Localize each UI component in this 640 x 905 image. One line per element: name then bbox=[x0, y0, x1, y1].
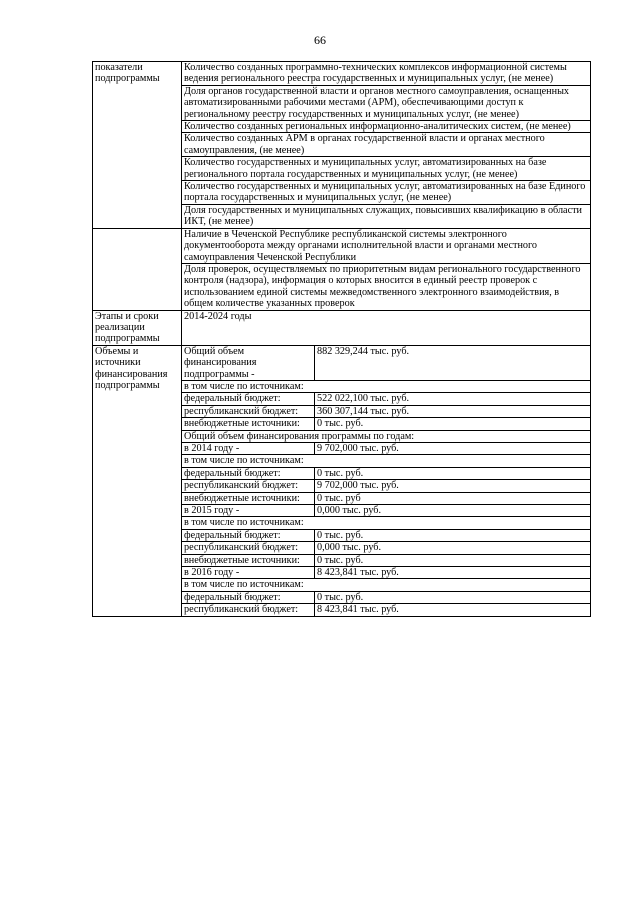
stages-value: 2014-2024 годы bbox=[182, 310, 591, 345]
year-extra-value: 0 тыс. руб bbox=[315, 492, 591, 504]
funding-total-label: Общий объем финансирования подпрограммы - bbox=[182, 345, 315, 380]
indicators-label-continued bbox=[93, 228, 182, 310]
republic-label: республиканский бюджет: bbox=[182, 405, 315, 417]
republic-value: 360 307,144 тыс. руб. bbox=[315, 405, 591, 417]
year-sources-label: в том числе по источникам: bbox=[182, 455, 591, 467]
year-federal-label: федеральный бюджет: bbox=[182, 529, 315, 541]
page-number: 66 bbox=[314, 33, 326, 47]
year-label: в 2015 году - bbox=[182, 505, 315, 517]
year-extra-label: внебюджетные источники: bbox=[182, 492, 315, 504]
funding-total-value: 882 329,244 тыс. руб. bbox=[315, 345, 591, 380]
year-label: в 2014 году - bbox=[182, 443, 315, 455]
by-years-label: Общий объем финансирования программы по годам: bbox=[182, 430, 591, 442]
indicator-item: Доля проверок, осуществляемых по приоритетным видам регионального государственного контроля (надзора), информация о которых вносится в единый реестр проверок с использованием единой системы межведомственного электронного взаимодействия, в общем количестве указанных проверок bbox=[182, 263, 591, 310]
year-republic-label: республиканский бюджет: bbox=[182, 542, 315, 554]
federal-value: 522 022,100 тыс. руб. bbox=[315, 393, 591, 405]
year-federal-label: федеральный бюджет: bbox=[182, 591, 315, 603]
extra-label: внебюджетные источники: bbox=[182, 418, 315, 430]
year-value: 8 423,841 тыс. руб. bbox=[315, 567, 591, 579]
year-federal-label: федеральный бюджет: bbox=[182, 467, 315, 479]
year-republic-value: 0,000 тыс. руб. bbox=[315, 542, 591, 554]
year-sources-label: в том числе по источникам: bbox=[182, 579, 591, 591]
indicator-item: Количество государственных и муниципальных услуг, автоматизированных на базе регионального портала государственных и муниципальных услуг, (не менее) bbox=[182, 157, 591, 181]
year-value: 9 702,000 тыс. руб. bbox=[315, 443, 591, 455]
indicator-item: Доля государственных и муниципальных служащих, повысивших квалификацию в области ИКТ, (не менее) bbox=[182, 204, 591, 228]
year-federal-value: 0 тыс. руб. bbox=[315, 591, 591, 603]
federal-label: федеральный бюджет: bbox=[182, 393, 315, 405]
year-republic-value: 9 702,000 тыс. руб. bbox=[315, 480, 591, 492]
indicator-item: Количество государственных и муниципальных услуг, автоматизированных на базе Единого портала государственных и муниципальных услуг, (не менее) bbox=[182, 181, 591, 205]
funding-sources-label: в том числе по источникам: bbox=[182, 380, 591, 392]
funding-label: Объемы и источники финансирования подпрограммы bbox=[93, 345, 182, 616]
indicator-item: Доля органов государственной власти и органов местного самоуправления, оснащенных автоматизированными рабочими местами (АРМ), обеспечивающими доступ к региональному реестру государственных и муниципальных услуг, (не менее) bbox=[182, 85, 591, 120]
indicator-item: Количество созданных региональных информационно-аналитических систем, (не менее) bbox=[182, 121, 591, 133]
year-sources-label: в том числе по источникам: bbox=[182, 517, 591, 529]
indicator-item: Количество созданных АРМ в органах государственной власти и органах местного самоуправления, (не менее) bbox=[182, 133, 591, 157]
indicators-label: показатели подпрограммы bbox=[93, 62, 182, 229]
year-extra-label: внебюджетные источники: bbox=[182, 554, 315, 566]
extra-value: 0 тыс. руб. bbox=[315, 418, 591, 430]
year-extra-value: 0 тыс. руб. bbox=[315, 554, 591, 566]
year-value: 0,000 тыс. руб. bbox=[315, 505, 591, 517]
year-federal-value: 0 тыс. руб. bbox=[315, 467, 591, 479]
year-federal-value: 0 тыс. руб. bbox=[315, 529, 591, 541]
year-republic-label: республиканский бюджет: bbox=[182, 604, 315, 616]
indicator-item: Количество созданных программно-технических комплексов информационной системы ведения регионального реестра государственных и муниципальных услуг, (не менее) bbox=[182, 62, 591, 86]
stages-label: Этапы и сроки реализации подпрограммы bbox=[93, 310, 182, 345]
year-republic-label: республиканский бюджет: bbox=[182, 480, 315, 492]
year-label: в 2016 году - bbox=[182, 567, 315, 579]
year-republic-value: 8 423,841 тыс. руб. bbox=[315, 604, 591, 616]
indicator-item: Наличие в Чеченской Республике республиканской системы электронного документооборота между органами исполнительной власти и органами местного самоуправления Чеченской Республики bbox=[182, 228, 591, 263]
passport-table bbox=[92, 61, 591, 617]
